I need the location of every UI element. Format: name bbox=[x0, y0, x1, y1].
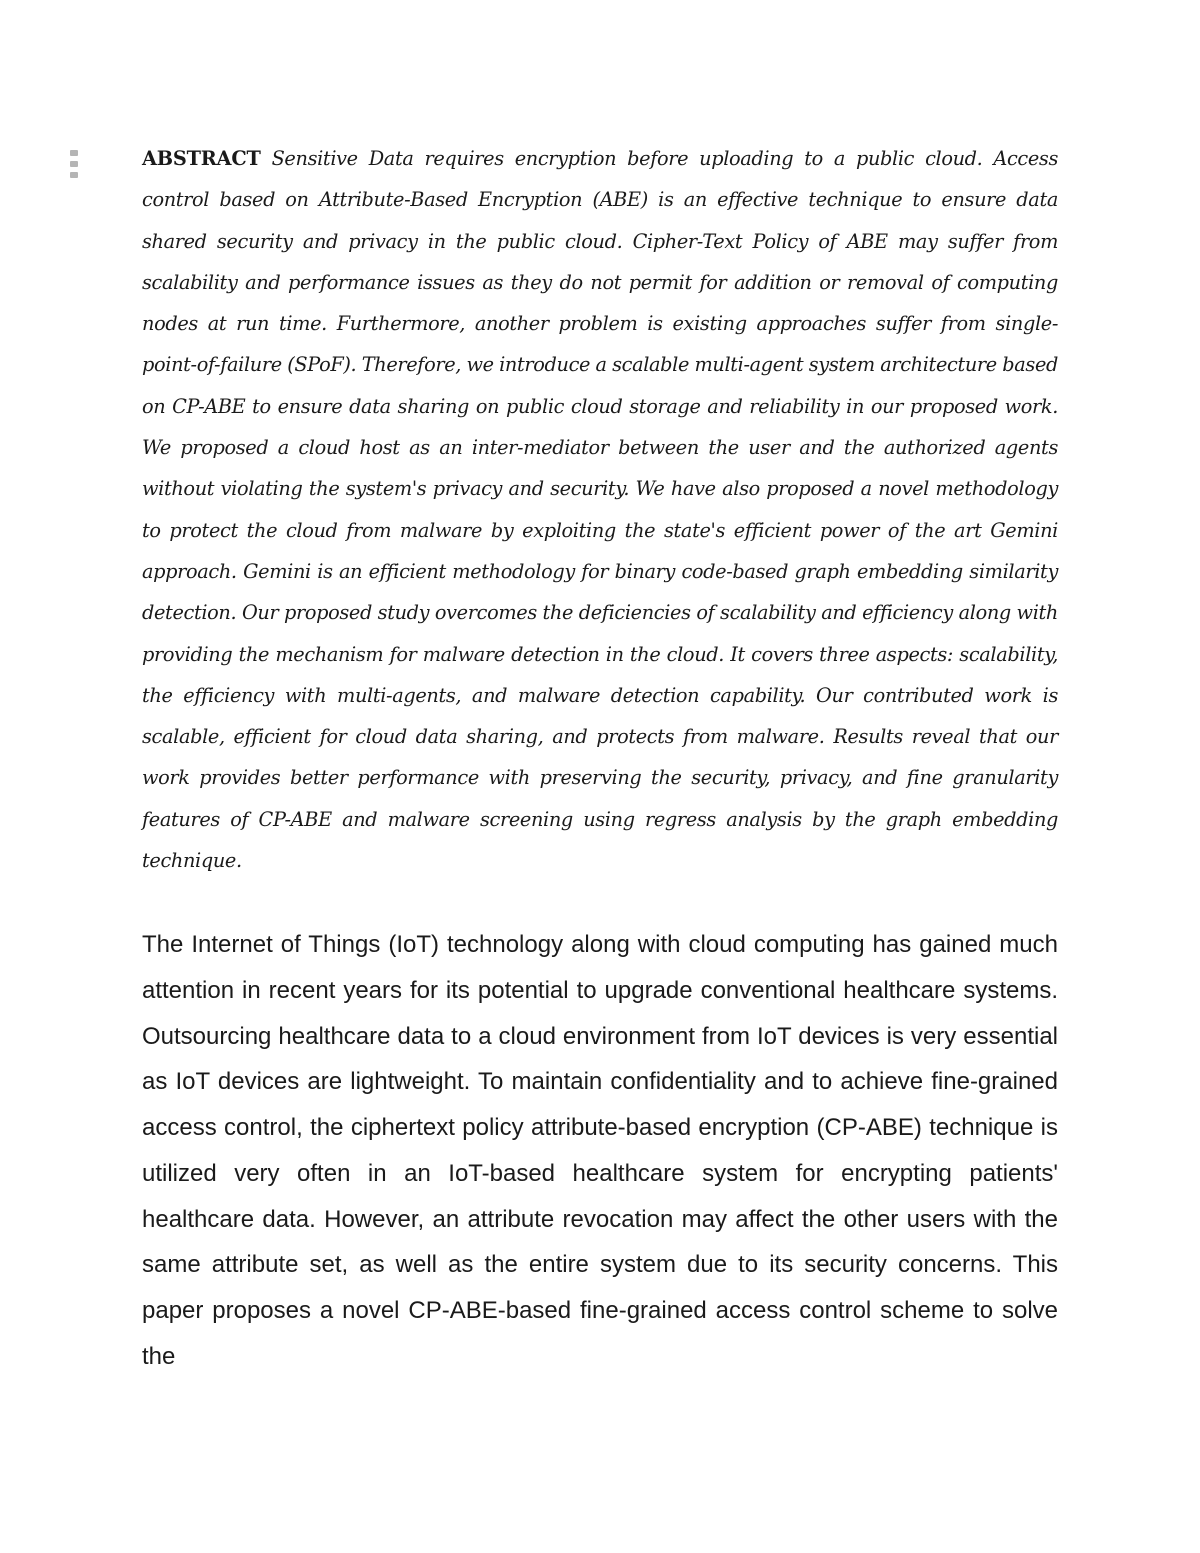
drag-handle-icon[interactable] bbox=[68, 150, 80, 178]
document-page bbox=[142, 138, 1058, 1379]
drag-handle-dot bbox=[70, 172, 78, 178]
drag-handle-dot bbox=[70, 150, 78, 156]
drag-handle-dot bbox=[70, 161, 78, 167]
body-paragraph: The Internet of Things (IoT) technology along with cloud computing has gained much attention in recent years for its potential to upgrade conventional healthcare systems. Outsourcing healthcare data to a cloud environment from IoT devices is very essential as IoT devices are lightweight. To maintain confidentiality and to achieve fine-grained access control, the ciphertext policy attribute-based encryption (CP-ABE) technique is utilized very often in an IoT-based healthcare system for encrypting patients' healthcare data. However, an attribute revocation may affect the other users with the same attribute set, as well as the entire system due to its security concerns. This paper proposes a novel CP-ABE-based fine-grained access control scheme to solve the bbox=[142, 931, 1058, 1370]
abstract-paragraph bbox=[142, 138, 1058, 881]
abstract-label: ABSTRACT bbox=[142, 147, 261, 170]
abstract-text: Sensitive Data requires encryption before uploading to a public cloud. Access control based on Attribute-Based Encryption (ABE) is an effective technique to ensure data shared security and privacy in the public cloud. Cipher-Text Policy of ABE may suffer from scalability and performance issues as they do not permit for addition or removal of computing nodes at run time. Furthermore, another problem is existing approaches suffer from single-point-of-failure (SPoF). Therefore, we introduce a scalable multi-agent system architecture based on CP-ABE to ensure data sharing on public cloud storage and reliability in our proposed work. We proposed a cloud host as an inter-mediator between the user and the authorized agents without violating the system's privacy and security. We have also proposed a novel methodology to protect the cloud from malware by exploiting the state's efficient power of the art Gemini approach. Gemini is an efficient methodology for binary code-based graph embedding similarity detection. Our proposed study overcomes the deficiencies of scalability and efficiency along with providing the mechanism for malware detection in the cloud. It covers three aspects: scalability, the efficiency with multi-agents, and malware detection capability. Our contributed work is scalable, efficient for cloud data sharing, and protects from malware. Results reveal that our work provides better performance with preserving the security, privacy, and fine granularity features of CP-ABE and malware screening using regress analysis by the graph embedding technique. bbox=[142, 147, 1059, 873]
